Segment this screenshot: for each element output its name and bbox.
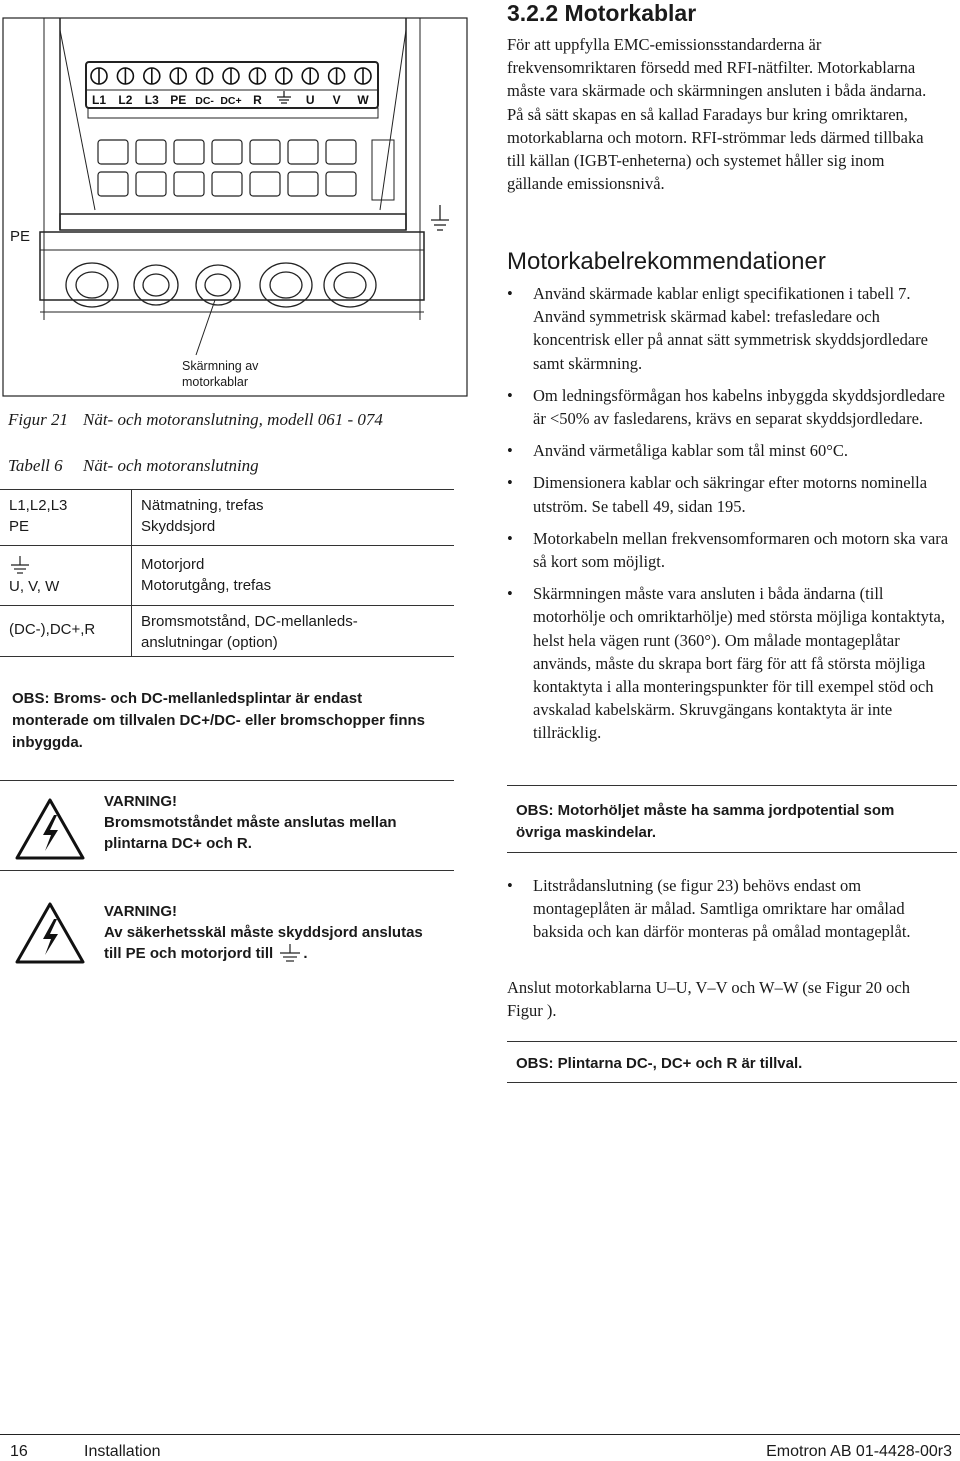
divider	[507, 1082, 957, 1083]
warning-title: VARNING!	[104, 903, 178, 920]
divider	[507, 785, 957, 786]
list-item: • Dimensionera kablar och säkringar efter motorns nominella utström. Se tabell 49, sidan 195.	[507, 471, 957, 517]
table-cell-terminal: L1,L2,L3 PE	[0, 490, 132, 545]
list-item: • Använd värmetåliga kablar som tål minst 60°C.	[507, 439, 957, 462]
terminal-label: DC+	[220, 95, 242, 107]
recommendations-heading: Motorkabelrekommendationer	[507, 248, 826, 275]
divider	[507, 852, 957, 853]
terminal-label: R	[253, 93, 262, 107]
warning-text: till PE och motorjord till	[104, 945, 274, 962]
table-cell-description: Motorjord Motorutgång, trefas	[141, 556, 272, 594]
terminal-label: L1	[91, 93, 107, 107]
table-cell-description: Nätmatning, trefas Skyddsjord	[141, 497, 264, 535]
terminal-label: U	[305, 93, 315, 107]
table-cell-terminal: (DC-),DC+,R	[0, 606, 132, 656]
table-cell-description: Bromsmotstånd, DC-mellanleds- anslutningar (option)	[141, 613, 358, 651]
note-brake-terminals: OBS: Broms- och DC-mellanledsplintar är endast monterade om tillvalen DC+/DC- eller bromschopper finns inbyggda.	[12, 690, 425, 751]
footer-section: Installation	[84, 1443, 161, 1460]
warning-protective-earth: VARNING! Av säkerhetsskäl måste skyddsjord anslutas till PE och motorjord till .	[0, 870, 454, 981]
warning-title: VARNING!	[104, 793, 178, 810]
page-footer	[0, 1434, 960, 1460]
figure-caption: Figur 21 Nät- och motoranslutning, modell 061 - 074	[8, 410, 383, 429]
list-item: • Använd skärmade kablar enligt specifikationen i tabell 7. Använd symmetrisk skärmad kabel: trefasledare och koncentrisk eller på annat sätt symmetrisk skyddsjordledare samt skärmning.	[507, 282, 957, 375]
high-voltage-warning-icon	[14, 901, 86, 965]
ground-icon	[277, 944, 303, 962]
list-item: • Motorkabeln mellan frekvensomformaren och motorn ska vara så kort som möjligt.	[507, 527, 957, 573]
warning-text: plintarna DC+ och R.	[104, 835, 252, 852]
warning-text: Av säkerhetsskäl måste skyddsjord anslutas	[104, 924, 423, 941]
connect-text: Anslut motorkablarna U–U, V–V och W–W (se Figur 20 och Figur ).	[507, 978, 910, 1021]
terminal-label: V	[332, 93, 341, 107]
shield-label: Skärmning av motorkablar	[182, 359, 259, 389]
divider	[507, 1041, 957, 1042]
recommendations-list	[507, 282, 957, 754]
terminal-label: PE	[170, 93, 187, 107]
table-row	[0, 606, 454, 657]
warning-text: Bromsmotståndet måste anslutas mellan	[104, 814, 397, 831]
section-intro: För att uppfylla EMC-emissionsstandarderna är frekvensomriktaren försedd med RFI-nätfilter. Motorkablarna måste vara skärmade och skärmningen ansluten i båda ändarna. På så sätt skapas en så kallad Faradays bur kring omriktaren, motorkablarna och motorn. RFI-strömmar leds därmed tillbaka till källan (IGBT-enheterna) och systemet håller sig inom gällande emissionsnivå.	[507, 35, 927, 194]
wiring-table	[0, 489, 454, 657]
terminal-label: L2	[118, 93, 133, 107]
note-motor-housing: OBS: Motorhöljet måste ha samma jordpotential som övriga maskindelar.	[516, 802, 895, 841]
bullet-list-stranded	[507, 874, 957, 953]
table-row	[0, 490, 454, 546]
table-caption: Tabell 6 Nät- och motoranslutning	[8, 456, 259, 475]
high-voltage-warning-icon	[14, 797, 86, 861]
terminal-label: L3	[144, 93, 159, 107]
terminal-label: W	[357, 93, 369, 107]
page-number: 16	[10, 1443, 28, 1460]
note-optional-terminals: OBS: Plintarna DC-, DC+ och R är tillval.	[516, 1055, 803, 1072]
list-item: • Litstrådanslutning (se figur 23) behövs endast om montageplåten är målad. Samtliga omriktare har omålad baksida och kan därför monteras på omålad montageplåt.	[507, 874, 957, 944]
list-item: • Om ledningsförmågan hos kabelns inbyggda skyddsjordledare är <50% av fasledarens, krävs en separat skyddsjordledare.	[507, 384, 957, 430]
warning-brake-resistor	[0, 780, 454, 871]
document-id: Emotron AB 01-4428-00r3	[766, 1443, 952, 1460]
pe-label: PE	[10, 228, 31, 245]
section-title: 3.2.2 Motorkablar	[507, 0, 697, 26]
ground-icon	[9, 554, 31, 576]
list-item: • Skärmningen måste vara ansluten i båda ändarna (till motorhölje och omriktarhölje) med största möjliga kontaktyta, helst hela vägen runt (360°). Om målade montageplåtar används, måste du skrapa bort färg för att få största möjliga kontaktyta i alla monteringspunkter för till exempel stöd och avskalad kabelskärm. Skruvgängans kontaktyta är inte tillräcklig.	[507, 582, 957, 744]
table-cell-terminal: U, V, W	[0, 546, 132, 605]
terminal-label: DC-	[195, 95, 214, 107]
table-row	[0, 546, 454, 606]
terminal-figure	[0, 0, 470, 400]
